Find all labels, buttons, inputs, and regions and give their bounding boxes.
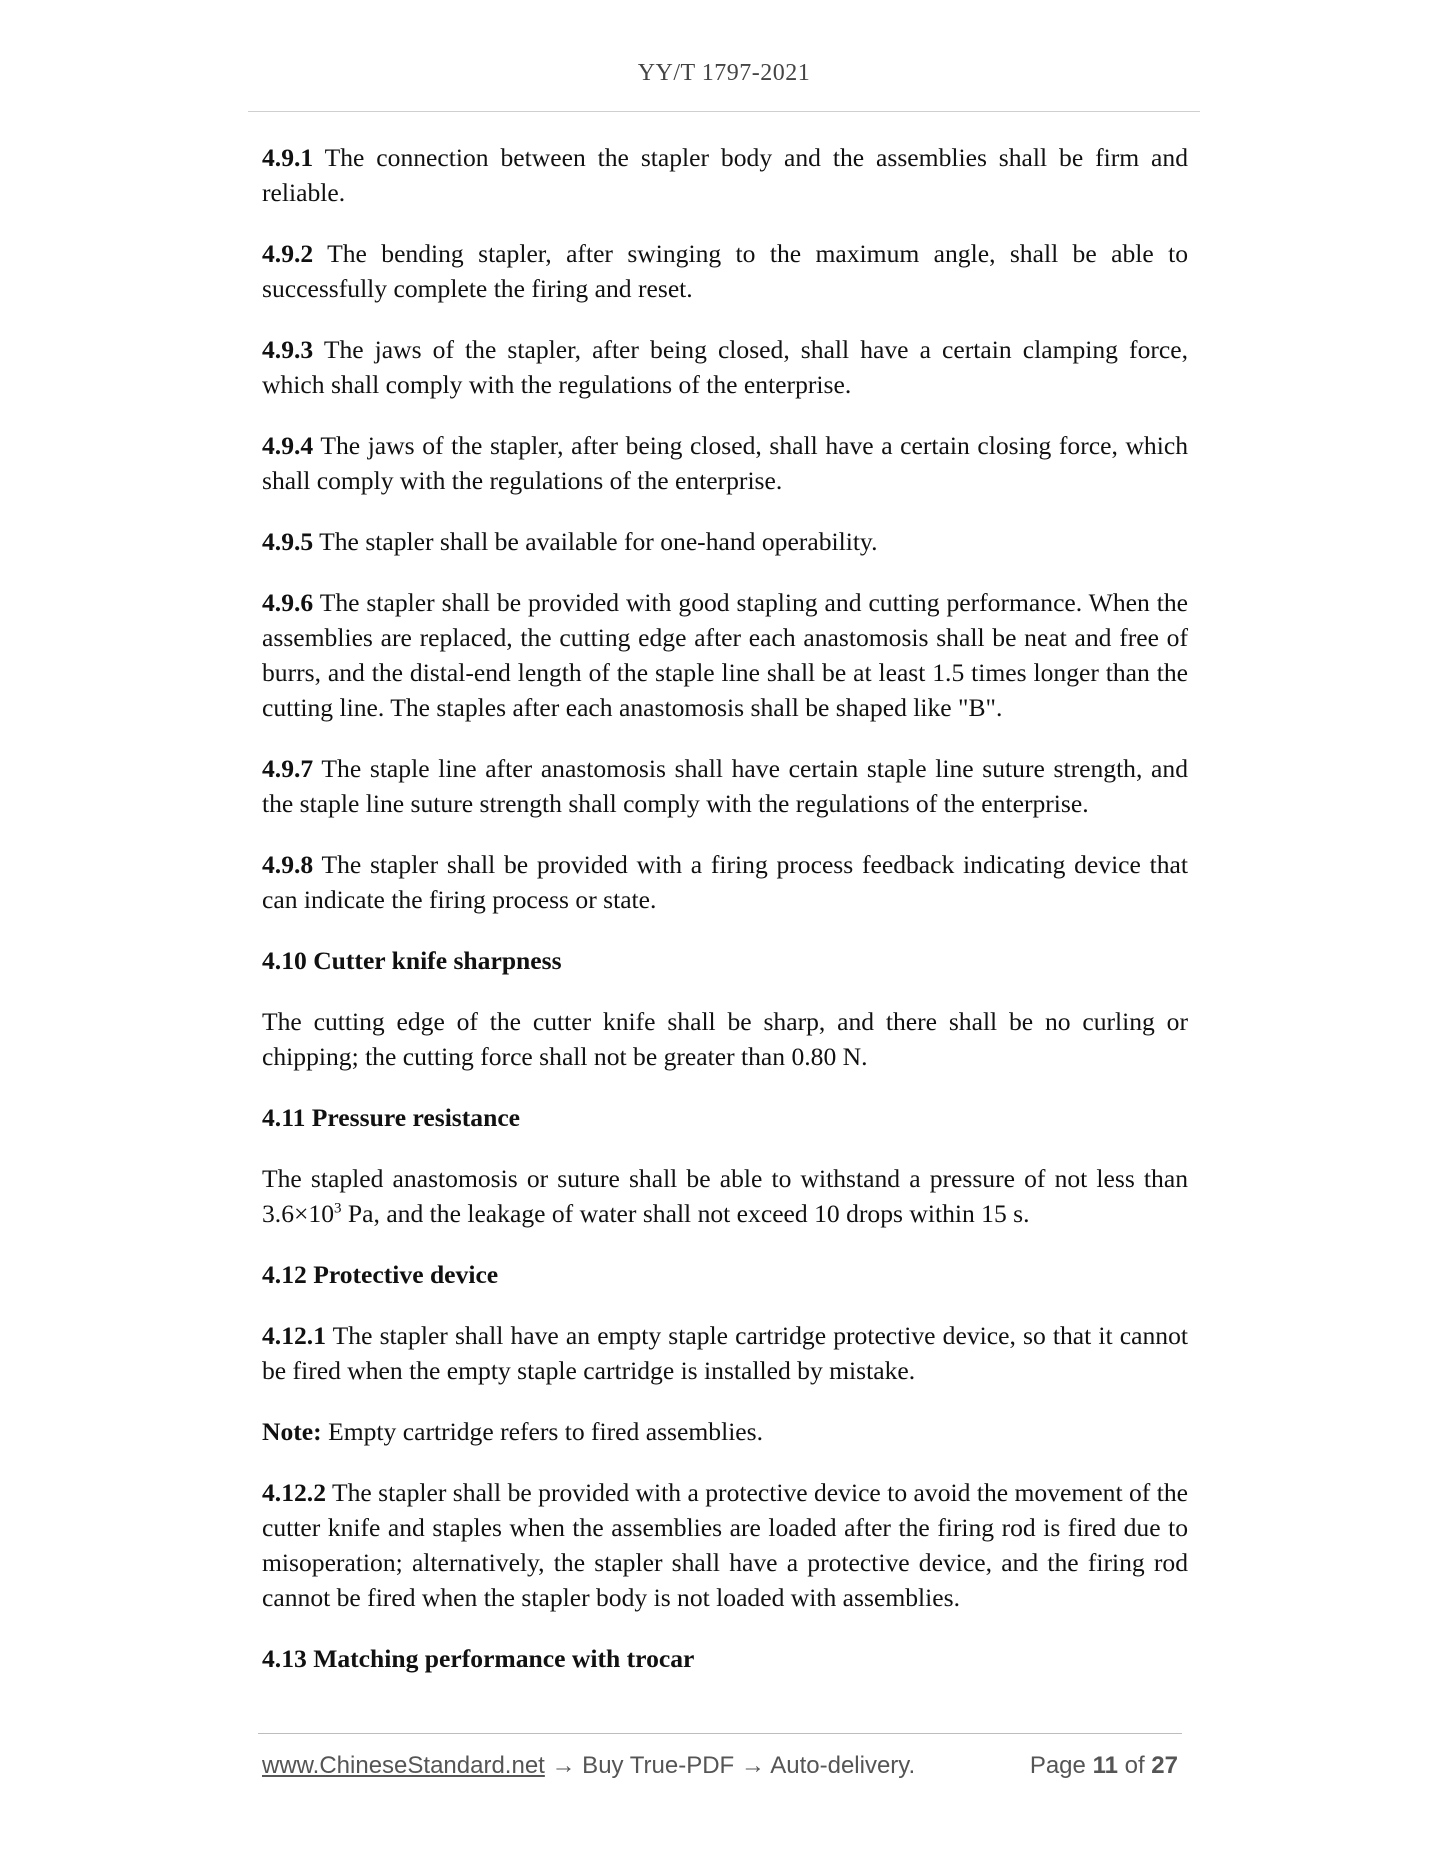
footer-tail: → Buy True-PDF → Auto-delivery. — [544, 1752, 916, 1779]
clause-4-9-8 — [262, 847, 1188, 917]
clause-number: 4.12.1 — [262, 1321, 326, 1350]
of-label: of — [1124, 1752, 1145, 1779]
website-link[interactable]: www.ChineseStandard.net — [262, 1752, 545, 1779]
clause-4-9-6 — [262, 585, 1188, 725]
clause-text: The staple line after anastomosis shall have certain staple line suture strength, and the staple line suture strength shall comply with the regulations of the enterprise. — [262, 754, 1188, 818]
clause-4-9-5 — [262, 524, 1188, 559]
clause-number: 4.12.2 — [262, 1478, 326, 1507]
clause-number: 4.9.4 — [262, 431, 314, 460]
page-header-doc-code: YY/T 1797-2021 — [637, 60, 811, 86]
pressure-text-before: The stapled anastomosis or suture shall be able to withstand a pressure of not less than 3.6×10 — [262, 1164, 1188, 1228]
page-label: Page — [1029, 1752, 1086, 1779]
footer-promo — [262, 1752, 915, 1780]
clause-4-9-7 — [262, 751, 1188, 821]
section-heading-4-10: 4.10 Cutter knife sharpness — [262, 946, 562, 975]
clause-number: 4.9.6 — [262, 588, 314, 617]
clause-text: The stapler shall be provided with a protective device to avoid the movement of the cutter knife and staples when the assemblies are loaded after the firing rod is fired due to misoperation; alternatively, the stapler shall have a protective device, and the firing rod cannot be fired when the stapler body is not loaded with assemblies. — [262, 1478, 1188, 1612]
clause-text: The connection between the stapler body and the assemblies shall be firm and reliable. — [262, 143, 1188, 207]
section-heading-4-12: 4.12 Protective device — [262, 1260, 499, 1289]
clause-number: 4.9.8 — [262, 850, 314, 879]
clause-4-9-1 — [262, 140, 1188, 210]
note-label: Note: — [262, 1417, 322, 1446]
clause-number: 4.9.3 — [262, 335, 314, 364]
clause-number: 4.9.2 — [262, 239, 314, 268]
page-footer — [262, 1752, 1182, 1786]
clause-4-9-4 — [262, 428, 1188, 498]
document-body — [262, 140, 1188, 1702]
page-current: 11 — [1092, 1752, 1118, 1779]
note-text: Empty cartridge refers to fired assemblies. — [328, 1417, 764, 1446]
clause-number: 4.9.7 — [262, 754, 314, 783]
pressure-text-after: Pa, and the leakage of water shall not exceed 10 drops within 15 s. — [341, 1199, 1030, 1228]
section-heading-4-13: 4.13 Matching performance with trocar — [262, 1644, 695, 1673]
header-divider — [248, 111, 1200, 112]
pressure-exponent: 3 — [334, 1200, 342, 1217]
clause-number: 4.9.5 — [262, 527, 314, 556]
page-total: 27 — [1151, 1752, 1178, 1779]
clause-4-12-1 — [262, 1318, 1188, 1388]
clause-text: The stapler shall be provided with a firing process feedback indicating device that can indicate the firing process or state. — [262, 850, 1188, 914]
clause-text: The bending stapler, after swinging to the maximum angle, shall be able to successfully complete the firing and reset. — [262, 239, 1188, 303]
clause-text: The stapler shall be available for one-hand operability. — [319, 527, 878, 556]
clause-text: The stapler shall have an empty staple cartridge protective device, so that it cannot be fired when the empty staple cartridge is installed by mistake. — [262, 1321, 1188, 1385]
clause-4-12-2 — [262, 1475, 1188, 1615]
page-indicator — [1030, 1752, 1178, 1780]
clause-text: The jaws of the stapler, after being closed, shall have a certain clamping force, which shall comply with the regulations of the enterprise. — [262, 335, 1189, 399]
note-paragraph — [262, 1414, 1188, 1449]
section-4-11-text — [262, 1161, 1188, 1231]
section-4-10-text: The cutting edge of the cutter knife shall be sharp, and there shall be no curling or chipping; the cutting force shall not be greater than 0.80 N. — [262, 1007, 1188, 1071]
clause-number: 4.9.1 — [262, 143, 314, 172]
clause-4-9-2 — [262, 236, 1188, 306]
clause-text: The jaws of the stapler, after being closed, shall have a certain closing force, which shall comply with the regulations of the enterprise. — [262, 431, 1188, 495]
clause-4-9-3 — [262, 332, 1188, 402]
clause-text: The stapler shall be provided with good stapling and cutting performance. When the assemblies are replaced, the cutting edge after each anastomosis shall be neat and free of burrs, and the distal-end length of the staple line shall be at least 1.5 times longer than the cutting line. The staples after each anastomosis shall be shaped like "B". — [262, 588, 1189, 722]
section-heading-4-11: 4.11 Pressure resistance — [262, 1103, 521, 1132]
footer-divider — [258, 1733, 1182, 1734]
